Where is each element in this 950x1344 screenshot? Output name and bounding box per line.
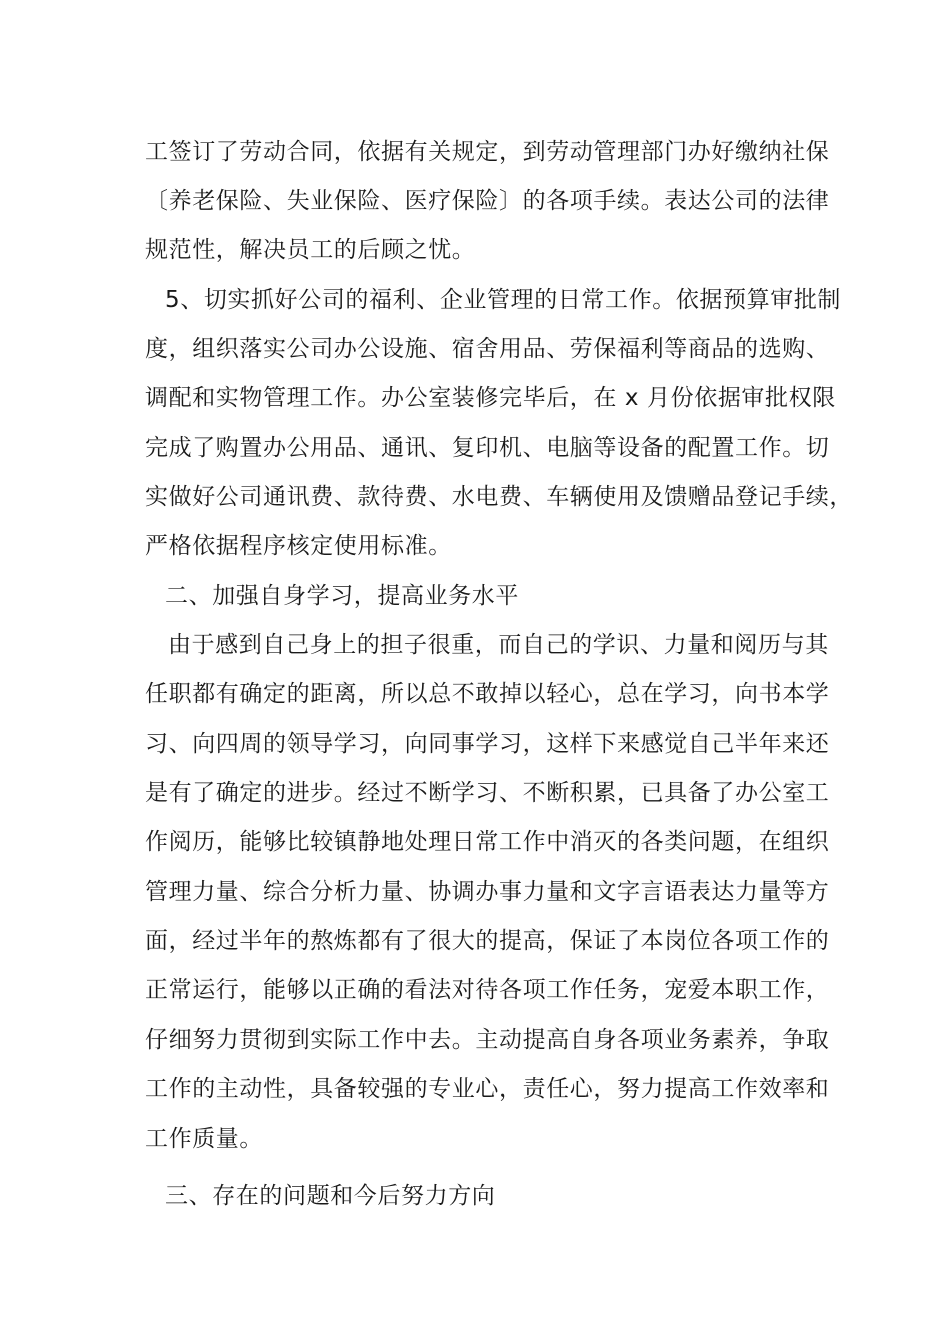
text-line: 是有了确定的进步。经过不断学习、不断积累，已具备了办公室工 <box>145 780 830 806</box>
text-line: 管理力量、综合分析力量、协调办事力量和文字言语表达力量等方 <box>145 879 830 905</box>
text-line: 工作质量。 <box>145 1126 263 1152</box>
text-line: 5、切实抓好公司的福利、企业管理的日常工作。依据预算审批制 <box>165 287 842 313</box>
text-line: 由于感到自己身上的担子很重，而自己的学识、力量和阅历与其 <box>168 632 829 658</box>
section-heading: 三、存在的问题和今后努力方向 <box>165 1183 496 1209</box>
text-line: 面，经过半年的熬炼都有了很大的提高，保证了本岗位各项工作的 <box>145 928 830 954</box>
text-line: 实做好公司通讯费、款待费、水电费、车辆使用及馈赠品登记手续， <box>145 484 853 510</box>
text-line: 完成了购置办公用品、通讯、复印机、电脑等设备的配置工作。切 <box>145 435 830 461</box>
text-line: 严格依据程序核定使用标准。 <box>145 533 452 559</box>
text-line: 仔细努力贯彻到实际工作中去。主动提高自身各项业务素养，争取 <box>145 1027 830 1053</box>
text-line: 工作的主动性，具备较强的专业心，责任心，努力提高工作效率和 <box>145 1076 830 1102</box>
text-line: 习、向四周的领导学习，向同事学习，这样下来感觉自己半年来还 <box>145 731 830 757</box>
text-line: 〔养老保险、失业保险、医疗保险〕的各项手续。表达公司的法律 <box>145 188 830 214</box>
text-line: 调配和实物管理工作。办公室装修完毕后，在 x 月份依据审批权限 <box>145 385 836 411</box>
text-line: 正常运行，能够以正确的看法对待各项工作任务，宠爱本职工作， <box>145 977 830 1003</box>
text-line: 任职都有确定的距离，所以总不敢掉以轻心，总在学习，向书本学 <box>145 681 830 707</box>
text-line: 度，组织落实公司办公设施、宿舍用品、劳保福利等商品的选购、 <box>145 336 830 362</box>
text-line: 作阅历，能够比较镇静地处理日常工作中消灭的各类问题，在组织 <box>145 829 830 855</box>
text-line: 规范性，解决员工的后顾之忧。 <box>145 237 476 263</box>
text-line: 工签订了劳动合同，依据有关规定，到劳动管理部门办好缴纳社保 <box>145 139 830 165</box>
section-heading: 二、加强自身学习，提高业务水平 <box>165 583 519 609</box>
